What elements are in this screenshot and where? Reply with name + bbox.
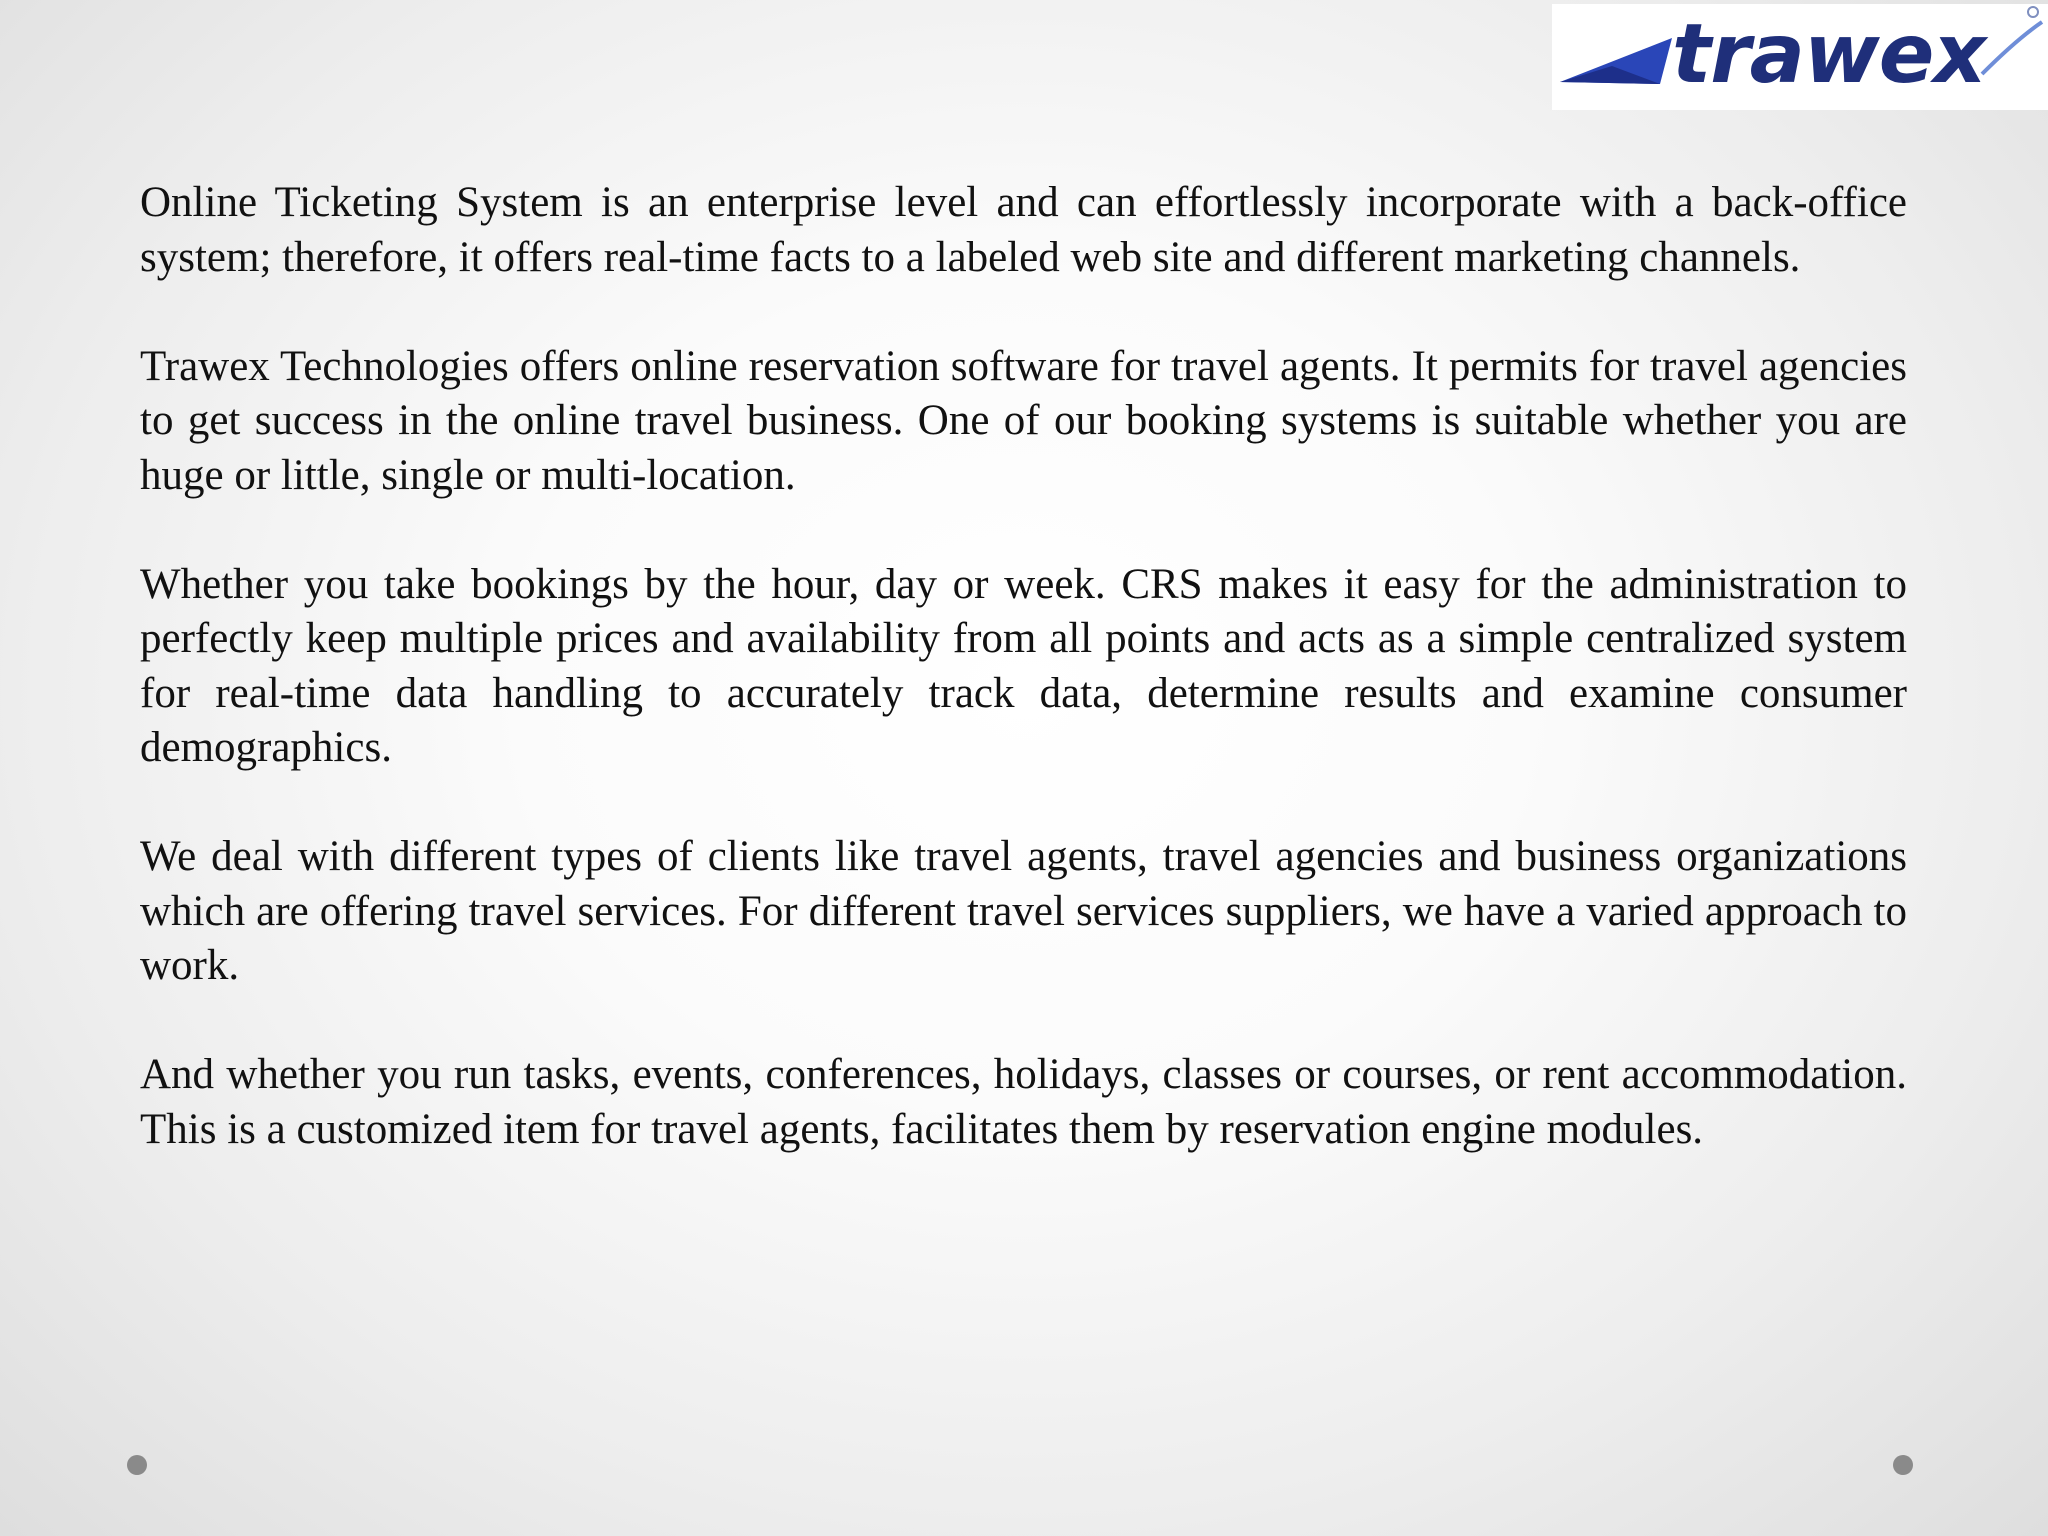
paragraph-2: Trawex Technologies offers online reservation software for travel agents. It permits for travel agencies to get success in the online travel business. One of our booking systems is suitable whether you are huge or little, single or multi-location. bbox=[140, 342, 1907, 499]
trawex-logo bbox=[1552, 4, 2048, 110]
corner-dot-left bbox=[127, 1455, 147, 1475]
slide-body bbox=[140, 176, 1907, 1212]
corner-dot-right bbox=[1893, 1455, 1913, 1475]
paragraph-1: Online Ticketing System is an enterprise level and can effortlessly incorporate with a back-office system; therefore, it offers real-time facts to a labeled web site and different marketing channels. bbox=[140, 179, 1907, 281]
logo-wordmark: trawex bbox=[1672, 7, 1986, 102]
paragraph-5: And whether you run tasks, events, conferences, holidays, classes or courses, or rent accommodation. This is a customized item for travel agents, facilitates them by reservation engine modules. bbox=[140, 1051, 1907, 1153]
paragraph-4: We deal with different types of clients like travel agents, travel agencies and business organizations which are offering travel services. For different travel services suppliers, we have a varied approach to work. bbox=[140, 833, 1907, 989]
paragraph-3: Whether you take bookings by the hour, day or week. CRS makes it easy for the administration to perfectly keep multiple prices and availability from all points and acts as a simple centralized system for real-time data handling to accurately track data, determine results and examine consumer demographics. bbox=[140, 560, 1907, 771]
